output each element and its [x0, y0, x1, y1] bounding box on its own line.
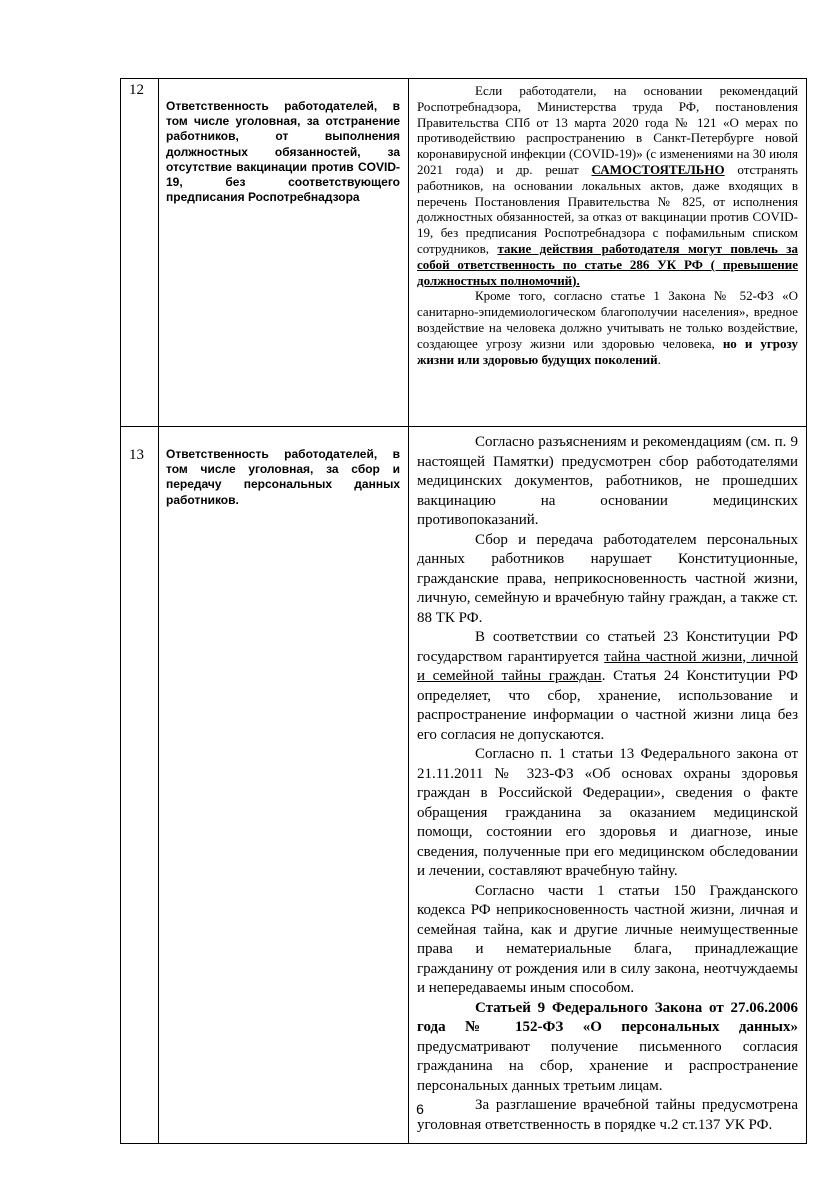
paragraph [417, 288, 798, 367]
table-row [121, 427, 807, 1144]
emphasis-text: но и угрозу жизни или здоровью будущих поколений [417, 335, 798, 367]
paragraph [417, 628, 798, 745]
paragraph: За разглашение врачебной тайны предусмотрена уголовная ответственность в порядке ч.2 ст.137 УК РФ. [417, 1097, 798, 1133]
text-span: Если работодатели, на основании рекомендаций Роспотребнадзора, Министерства труда РФ, постановления Правительства СПб от 13 марта 2020 года № 121 «О мерах по противодействию распространению в Санкт-Петербурге новой коронавирусной инфекции (COVID-19)» (с изменениями на 30 июля 2021 года) и др. решат [417, 83, 798, 177]
emphasis-text: САМОСТОЯТЕЛЬНО [591, 161, 725, 177]
paragraph [417, 83, 798, 288]
table-row [121, 79, 807, 427]
row-text [409, 427, 807, 1144]
text-span: . [657, 351, 661, 367]
paragraph: Сбор и передача работодателем персональных данных работников нарушает Конституционные, гражданские права, неприкосновенность частной жизни, личную, семейную и врачебную тайну граждан, а также ст. 88 ТК РФ. [417, 531, 798, 626]
text-span: отстранять работников, на основании локальных актов, даже входящих в перечень Постановления Правительства № 825, от исполнения должностных обязанностей, за отказ от вакцинации против COVID-19, без предписания Роспотребнадзора с пофамильным списком сотрудников, [417, 161, 798, 256]
text-span: предусматривают получение письменного согласия гражданина на сбор, хранение и распространение персональных данных третьим лицам. [417, 1038, 798, 1094]
emphasis-text: Статьей 9 Федерального Закона от 27.06.2006 года № 152-ФЗ «О персональных данных» [417, 999, 798, 1035]
emphasis-text: такие действия работодателя могут повлечь за собой ответственность по статье 286 УК РФ ( превышение должностных полномочий). [417, 240, 798, 288]
memo-table [120, 78, 807, 1144]
text-span: В соответствии со статьей 23 Конституции РФ государством гарантируется [417, 629, 798, 665]
paragraph: Согласно части 1 статьи 150 Гражданского кодекса РФ неприкосновенность частной жизни, личная и семейная тайна, как и другие личные неимущественные права и нематериальные блага, принадлежащие гражданину от рождения или в силу закона, неотчуждаемы и непередаваемы иным способом. [417, 882, 798, 996]
row-text [409, 79, 807, 427]
paragraph [417, 999, 798, 1097]
paragraph: Согласно п. 1 статьи 13 Федерального закона от 21.11.2011 № 323-ФЗ «Об основах охраны здоровья граждан в Российской Федерации», сведения о факте обращения гражданина за оказанием медицинской помощи, состоянии его здоровья и диагнозе, иные сведения, полученные при его медицинском обследовании и лечении, составляют врачебную тайну. [417, 746, 798, 879]
paragraph: Согласно разъяснениям и рекомендациям (см. п. 9 настоящей Памятки) предусмотрен сбор работодателями медицинских документов, работников, не прошедших вакцинацию на основании медицинских противопоказаний. [417, 434, 798, 528]
row-title: Ответственность работодателей, в том числе уголовная, за отстранение работников, от выполнения должностных обязанностей, за отсутствие вакцинации против COVID-19, без соответствующего предписания Роспотребнадзора [159, 79, 409, 427]
text-span: Кроме того, согласно статье 1 Закона № 52-ФЗ «О санитарно-эпидемиологическом благополучии населения», вредное воздействие на человека должно учитывать не только воздействие, создающее угрозу жизни или здоровью человека, [417, 288, 798, 351]
row-title: Ответственность работодателей, в том числе уголовная, за сбор и передачу персональных данных работников. [159, 427, 409, 1144]
row-number: 12 [121, 79, 159, 427]
underlined-text: тайна частной жизни, личной и семейной тайны граждан [417, 648, 798, 684]
page-number: 6 [416, 1101, 424, 1117]
text-span: . Статья 24 Конституции РФ определяет, что сбор, хранение, использование и распространение информации о частной жизни лица без его согласия не допускаются. [417, 668, 798, 743]
row-number: 13 [121, 427, 159, 1144]
